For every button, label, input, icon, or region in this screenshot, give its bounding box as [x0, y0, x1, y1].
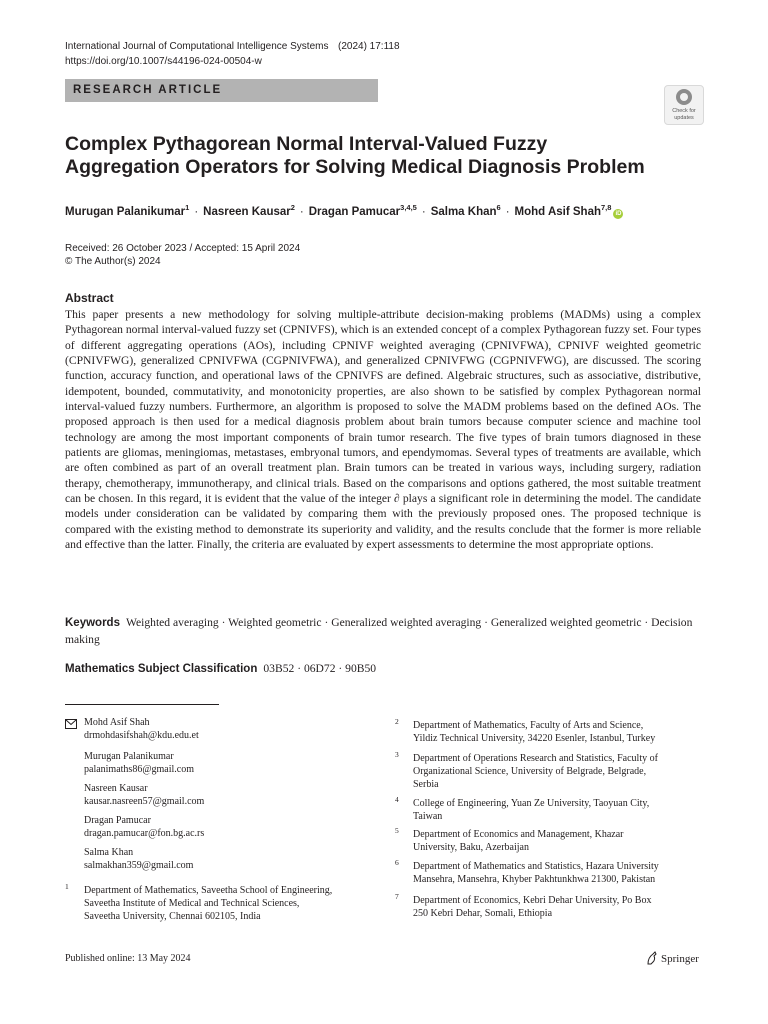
- affiliation-number: 5: [395, 826, 399, 835]
- affiliation-line: Department of Operations Research and Statistics, Faculty of: [413, 753, 658, 764]
- affiliation-line: 250 Kebri Dehar, Somali, Ethiopia: [413, 908, 553, 919]
- affiliation-number: 3: [395, 750, 399, 759]
- envelope-icon: [65, 719, 77, 729]
- author-separator: ·: [421, 205, 426, 218]
- keywords: [65, 615, 701, 647]
- contact-name: Salma Khan: [84, 847, 134, 858]
- received-accepted-dates: Received: 26 October 2023 / Accepted: 15 April 2024: [65, 243, 301, 254]
- author-name[interactable]: Dragan Pamucar: [308, 205, 401, 218]
- affiliation-line: Department of Economics, Kebri Dehar University, Po Box: [413, 895, 652, 906]
- article-title: Complex Pythagorean Normal Interval-Valued Fuzzy Aggregation Operators for Solving Medical Diagnosis Problem: [65, 133, 645, 178]
- footnote-divider: [65, 704, 219, 705]
- author-affil-sup: 2: [290, 203, 295, 212]
- affiliation-number: 7: [395, 892, 399, 901]
- author-affil-sup: 6: [496, 203, 501, 212]
- journal-volume: (2024) 17:118: [338, 41, 400, 52]
- author-name[interactable]: Mohd Asif Shah: [514, 205, 601, 218]
- crossmark-line1: Check for: [672, 108, 696, 114]
- affiliation-line: Department of Mathematics, Faculty of Arts and Science,: [413, 720, 644, 731]
- author-separator: ·: [505, 205, 510, 218]
- msc-heading: Mathematics Subject Classification: [65, 663, 258, 675]
- affiliation-number: 2: [395, 717, 399, 726]
- contact-email[interactable]: kausar.nasreen57@gmail.com: [84, 796, 205, 807]
- affiliation-number: 1: [65, 882, 69, 891]
- author-list: [65, 203, 623, 219]
- contact-name: Murugan Palanikumar: [84, 751, 174, 762]
- affiliation-line: Taiwan: [413, 811, 443, 822]
- publisher-name: Springer: [661, 953, 699, 965]
- keywords-text: Weighted averaging · Weighted geometric · Generalized weighted averaging · Generalized weighted geometric · Decision making: [65, 616, 693, 646]
- affiliation-line: Mansehra, Mansehra, Khyber Pakhtunkhwa 21300, Pakistan: [413, 874, 656, 885]
- crossmark-icon: [676, 89, 692, 105]
- orcid-icon[interactable]: iD: [615, 210, 622, 217]
- author-affil-sup: 1: [185, 203, 190, 212]
- affiliation-line: Organizational Science, University of Belgrade, Belgrade,: [413, 766, 647, 777]
- affiliation-line: Saveetha Institute of Medical and Technical Sciences,: [84, 898, 300, 909]
- affiliation-line: University, Baku, Azerbaijan: [413, 842, 529, 853]
- affiliation-line: Department of Economics and Management, Khazar: [413, 829, 624, 840]
- journal-name: International Journal of Computational Intelligence Systems: [65, 41, 329, 52]
- affiliation-number: 6: [395, 858, 399, 867]
- keywords-heading: Keywords: [65, 617, 120, 629]
- springer-horse-icon: [646, 951, 658, 965]
- affiliation-number: 4: [395, 795, 399, 804]
- author-name[interactable]: Nasreen Kausar: [203, 205, 291, 218]
- affiliation-line: Serbia: [413, 779, 439, 790]
- article-type-banner: [65, 79, 378, 102]
- author-separator: ·: [194, 205, 199, 218]
- copyright-notice: © The Author(s) 2024: [65, 256, 161, 267]
- abstract-text: This paper presents a new methodology for solving multiple-attribute decision-making problems (MADMs) using a complex Pythagorean normal interval-valued fuzzy set (CPNIVFS), which is an extended concept of a complex Pythagorean fuzzy set. Four types of different aggregating operations (AOs), including CPNIVF weighted averaging (CPNIVFWA), CPNIVF weighted geometric (CPNIVFWG), generalized CPNIVFWA (CGPNIVFWA), and generalized CPNIVFWG (CGPNIVFWG), are discussed. The scoring function, accuracy function, and operational laws of the CPNIVFS are defined. Algebraic structures, such as associative, distributive, idempotent, bounded, commutativity, and monotonicity properties, are also shown to be satisfied by complex Pythagorean normal interval-valued fuzzy numbers. Furthermore, an algorithm is proposed to solve the MADM problems based on the defined AOs. The proposed approach is then used for a medical diagnosis problem about brain tumors because computer science and machine tool technology are among the most important components of brain tumor research. The five types of brain tumors diagnosed in these patients are gliomas, meningiomas, metastases, embryonal tumors, and ependymomas. Several types of treatments are available, which are often combined as part of an overall treatment plan. Brain tumors can be treated in various ways, including surgery, radiation therapy, chemotherapy, immunotherapy, and clinical trials. Based on the comparisons and options gathered, the most suitable treatment can be chosen. In this regard, it is evident that the value of the integer ∂ plays a significant role in determining the model. The candidate models under consideration can be validated by comparing them with the previously proposed ones. The proposed technique is compared with the existing method to demonstrate its superiority and validity, and the results conclude that the former is more reliable and effective than the latter. Finally, the criteria are evaluated by expert assessments to determine the most appropriate options.: [65, 308, 701, 552]
- article-type-label: RESEARCH ARTICLE: [73, 84, 223, 96]
- author-separator: ·: [299, 205, 304, 218]
- affiliation-line: College of Engineering, Yuan Ze University, Taoyuan City,: [413, 798, 650, 809]
- author-affil-sup: 3,4,5: [400, 203, 417, 212]
- contact-email[interactable]: salmakhan359@gmail.com: [84, 860, 194, 871]
- author-name[interactable]: Murugan Palanikumar: [65, 205, 186, 218]
- crossmark-line2: updates: [674, 115, 694, 121]
- affiliation-line: Department of Mathematics, Saveetha School of Engineering,: [84, 885, 333, 896]
- publisher-logo[interactable]: [646, 951, 699, 965]
- author-affil-sup: 7,8: [601, 203, 612, 212]
- affiliation-line: Department of Mathematics and Statistics, Hazara University: [413, 861, 659, 872]
- contact-email[interactable]: palanimaths86@gmail.com: [84, 764, 195, 775]
- contact-name: Mohd Asif Shah: [84, 717, 150, 728]
- contact-email[interactable]: drmohdasifshah@kdu.edu.et: [84, 730, 199, 741]
- abstract-heading: Abstract: [65, 291, 114, 305]
- check-for-updates-badge[interactable]: [664, 85, 704, 125]
- contact-name: Nasreen Kausar: [84, 783, 148, 794]
- msc-codes: 03B52 · 06D72 · 90B50: [263, 662, 377, 675]
- published-online-date: Published online: 13 May 2024: [65, 953, 191, 964]
- contact-email[interactable]: dragan.pamucar@fon.bg.ac.rs: [84, 828, 205, 839]
- contact-name: Dragan Pamucar: [84, 815, 151, 826]
- affiliation-line: Yildiz Technical University, 34220 Esenler, Istanbul, Turkey: [413, 733, 656, 744]
- subject-classification: [65, 662, 376, 675]
- doi-link[interactable]: https://doi.org/10.1007/s44196-024-00504-w: [65, 56, 262, 67]
- author-name[interactable]: Salma Khan: [430, 205, 497, 218]
- affiliation-line: Saveetha University, Chennai 602105, India: [84, 911, 261, 922]
